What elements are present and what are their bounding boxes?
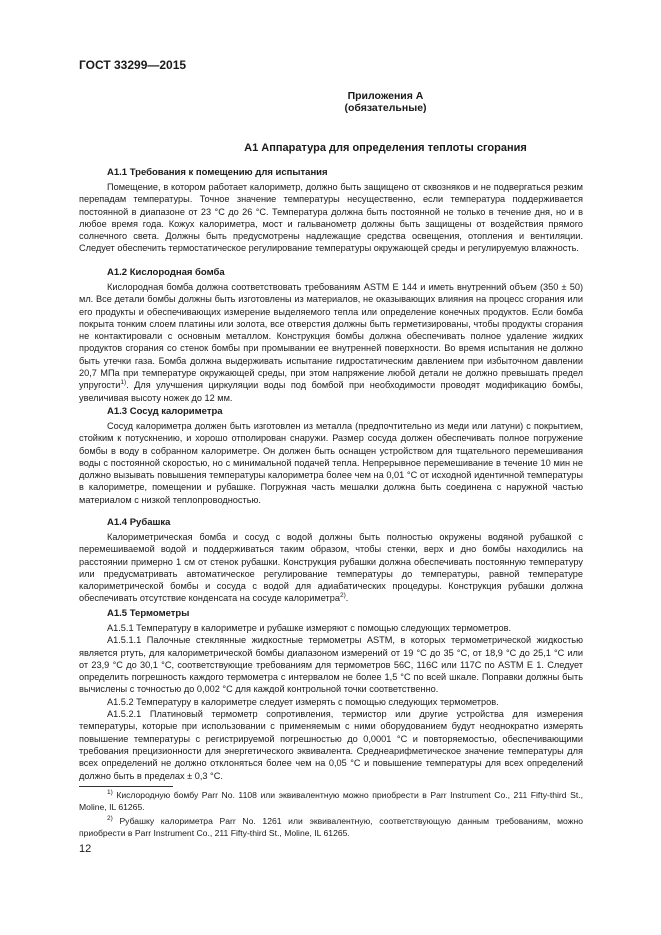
subsection-room (79, 166, 583, 255)
footnote-divider (79, 786, 173, 787)
paragraph-text: Кислородная бомба должна соответствовать требованиям ASTM E 144 и иметь внутренний объем (350 ± 50) мл. Все детали бомбы должны быть изготовлены из материалов, не оказывающих влияния на процесс сгорания или его продукты и обеспечивающих измерение выделяемого тепла или определение конечных продуктов. Если бомба покрыта тонким слоем платины или золота, все отверстия должны быть герметизированы, чтобы продукты сгорания не контактировали с основным металлом. Конструкция бомбы должна обеспечивать полное удаление жидких продуктов сгорания со стенок бомбы при промывании ее внутренней поверхности. Во время испытания не должно быть утечки газа. Бомба должна выдерживать испытание гидростатическим давлением при избыточном давлении 20,7 МПа при температуре окружающей среды, при этом напряжение любой детали не должно превышать предел упругости (79, 282, 583, 391)
subsection-heading: А1.4 Рубашка (107, 517, 171, 528)
paragraph: А1.5.2.1 Платиновый термометр сопротивления, термистор или другие устройства для измерения температуры, которые при использовании с применяемым с ними оборудованием будут неоднократно измерять повышение температуры с регистрируемой погрешностью до 0,0001 °С и повторяемостью, обеспечивающими требования прецизионности для энергетического эквивалента. Среднеарифметическое значение температуры для всех определений не должно отклоняться более чем на 0,05 °С и повышение температуры для всех определений должно быть в пределах ± 0,3 °С. (79, 709, 583, 781)
section-title: А1 Аппаратура для определения теплоты сгорания (244, 142, 527, 154)
paragraph-text: Калориметрическая бомба и сосуд с водой должны быть полностью окружены водяной рубашкой с перемешиваемой водой и поддерживаться таким образом, чтобы стенки, верх и дно бомбы находились на расстоянии примерно 1 см от стенок рубашки. Конструкция рубашки должна обеспечивать постоянную температуру или предусматривать автоматическое регулирование температуры до температуры, равной температуре калориметрической бомбы и сосуда с водой для адиабатических процедуры. Конструкция рубашки должна обеспечивать отсутствие конденсата на сосуде калориметра (79, 532, 583, 604)
appendix-status: (обязательные) (344, 102, 427, 114)
subsection-heading: А1.3 Сосуд калориметра (107, 406, 223, 417)
paragraph: Помещение, в котором работает калориметр, должно быть защищено от сквозняков и не подвергаться резким перепадам температуры. Точное значение температуры несущественно, если температура поддерживается постоянной в диапазоне от 23 °С до 26 °С. Температура должна быть постоянной не только в течение дня, но и в любое время года. Кожух калориметра, мост и гальванометр должны быть защищены от воздействия прямого солнечного света. Должны быть предусмотрены надлежащие средства освещения, отопления и вентиляции. Следует обеспечить термостатическое регулирование температуры окружающей среды и регулируемую влажность. (79, 182, 583, 254)
appendix-title: Приложения А (347, 90, 424, 102)
subsection-heading: А1.1 Требования к помещению для испытания (107, 167, 328, 178)
paragraph: А1.5.1 Температуру в калориметре и рубашке измеряют с помощью следующих термометров. (107, 623, 512, 633)
paragraph: А1.5.1.1 Палочные стеклянные жидкостные термометры ASTM, в которых термометрической жидкостью является ртуть, для калориметрической бомбы диапазоном измерений от 19 °С до 35 °С, от 18,9 °С до 25,1 °С или от 23,9 °С до 30,1 °С, соответствующие требованиям для термометров 56С, 116С или 117С по ASTM E 1. Следует определить погрешность каждого термометра с интервалом не более 1,5 °С по всей шкале. Поправки должны быть вычислены с точностью до 0,002 °С для каждой контрольной точки соответственно. (79, 635, 583, 695)
subsection-thermometers (79, 607, 583, 782)
subsection-calorimeter-vessel (79, 405, 583, 506)
footnote-text: Кислородную бомбу Parr No. 1108 или эквивалентную можно приобрести в Parr Instrument Co., 211 Fifty-third St., Moline, IL 61265. (79, 790, 583, 812)
footnotes (79, 790, 583, 839)
subsection-oxygen-bomb (79, 266, 583, 404)
paragraph (79, 531, 583, 605)
paragraph: Сосуд калориметра должен быть изготовлен из металла (предпочтительно из меди или латуни) с покрытием, стойким к потускнению, и хорошо отполирован снаружи. Размер сосуда должен обеспечивать полное погружение бомбы в воду в собранном калориметре. Он должен быть оснащен устройством для тщательного перемешивания воды с постоянной скоростью, но с минимальной подачей тепла. Непрерывное перемешивание в течение 10 мин не должно вызывать повышения температуры калориметра более чем на 0,01 °С от исходной идентичной температуры в калориметре, помещении и рубашке. Погружная часть мешалки должна быть соединена с наружной частью материалом с низкой теплопроводностью. (79, 421, 583, 505)
footnote-text: Рубашку калориметра Parr No. 1261 или эквивалентную, соответствующую данным требованиям, можно приобрести в Parr Instrument Co., 211 Fifty-third St., Moline, IL 61265. (79, 816, 583, 838)
footnote (79, 790, 583, 813)
footnote-mark: 2) (107, 815, 113, 823)
subsection-heading: А1.2 Кислородная бомба (107, 267, 225, 278)
footnote-mark: 1) (107, 789, 113, 797)
footnote-ref[interactable]: 2) (339, 592, 346, 600)
subsection-heading: А1.5 Термометры (107, 608, 190, 619)
paragraph-text: . (345, 593, 349, 604)
footnote (79, 816, 583, 839)
footnote-ref[interactable]: 1) (120, 379, 127, 387)
standard-code-header: ГОСТ 33299—2015 (79, 58, 187, 72)
paragraph: А1.5.2 Температуру в калориметре следует измерять с помощью следующих термометров. (107, 696, 499, 707)
paragraph (79, 281, 583, 404)
subsection-jacket (79, 516, 583, 605)
page-number: 12 (79, 843, 92, 855)
paragraph-text: . Для улучшения циркуляции воды под бомбой при необходимости проводят модификацию бомбы, увеличивая высоту ножек до 12 мм. (79, 380, 583, 403)
